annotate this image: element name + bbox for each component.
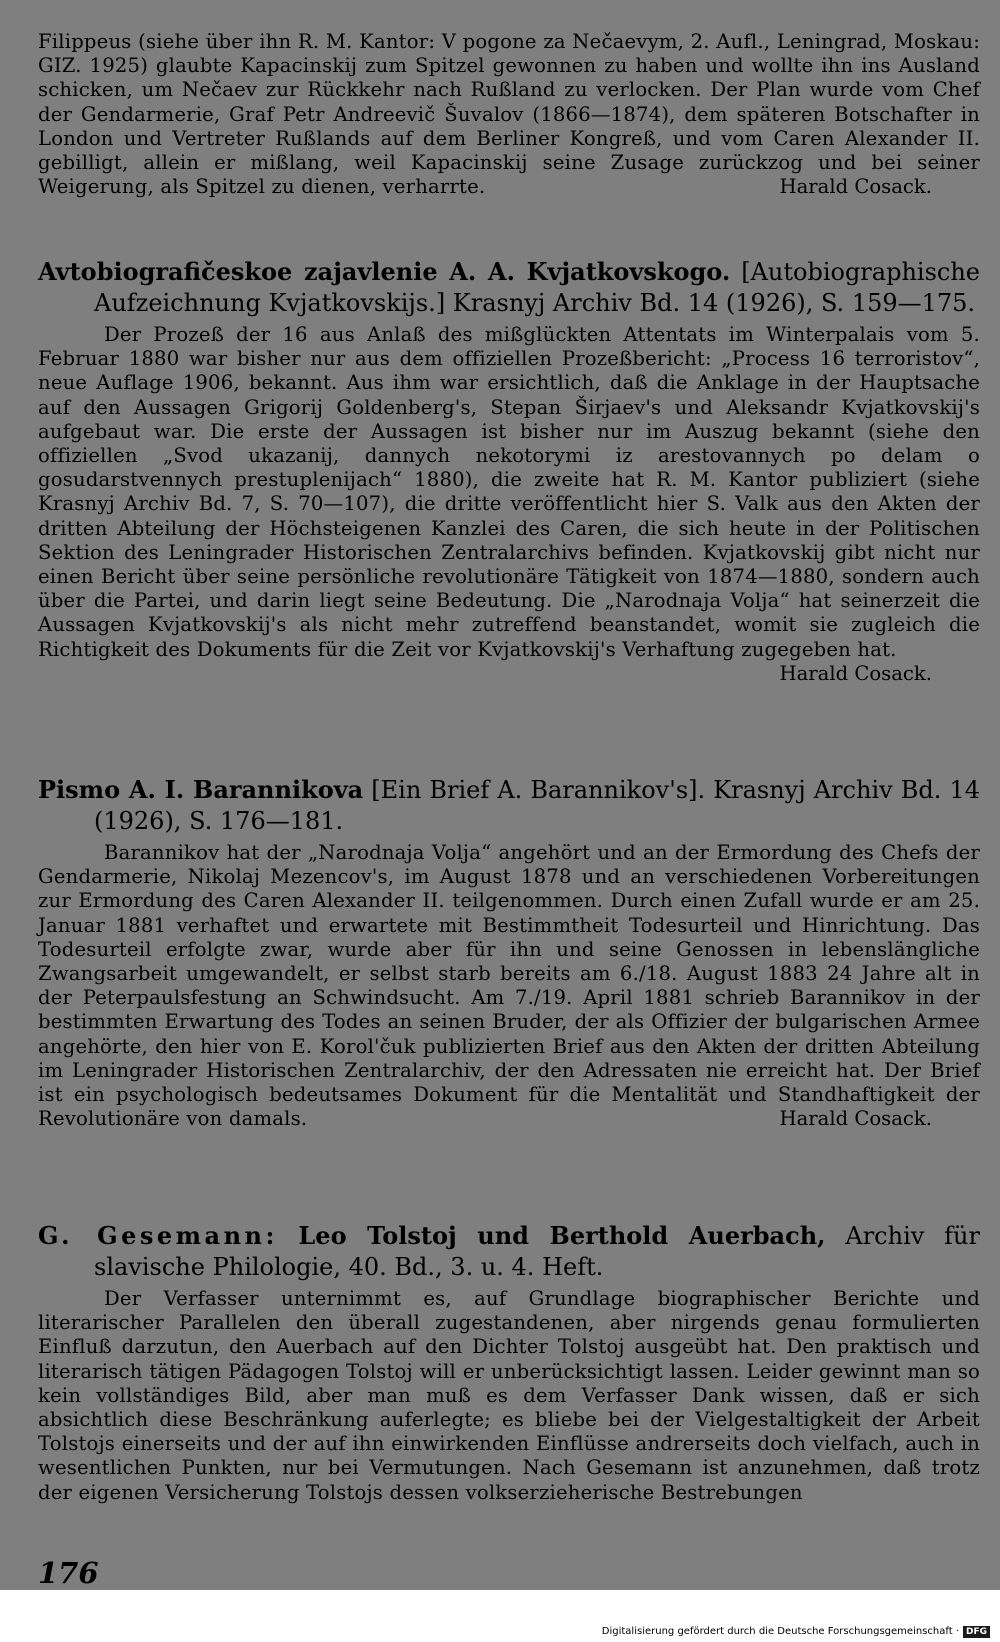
review-kvjatkovskij xyxy=(38,256,980,686)
page-number: 176 xyxy=(38,1556,99,1590)
footer-text: Digitalisierung gefördert durch die Deutsche Forschungsgemeinschaft · xyxy=(601,1626,959,1637)
review-barannikov xyxy=(38,774,980,1132)
review-2-citation: [Ein Brief A. Barannikov's]. Krasnyj Archiv Bd. 14 (1926), S. 176—181. xyxy=(94,776,980,835)
review-3-title: Leo Tolstoj und Berthold Auerbach, xyxy=(277,1221,826,1250)
review-2-body: Barannikov hat der „Narodnaja Volja“ angehört und an der Ermordung des Chefs der Gendarmerie, Nikolaj Mezencov's, im August 1878 und an verschiedenen Vorbereitungen zur Ermordung des Caren Alexander II. teilgenommen. Durch einen Zufall wurde er am 25. Januar 1881 verhaftet und erwartete mit Bestimmtheit Todesurteil und Hinrichtung. Das Todesurteil erfolgte zwar, wurde aber für ihn und seine Genossen in lebenslängliche Zwangsarbeit umgewandelt, er selbst starb bereits am 6./18. August 1883 24 Jahre alt in der Peterpaulsfestung an Schwindsucht. Am 7./19. April 1881 schrieb Barannikov in der bestimmten Erwartung des Todes an seinen Bruder, der als Offizier der bulgarischen Armee angehörte, den hier von E. Korol'čuk publizierten Brief aus den Akten der dritten Abteilung im Leningrader Historischen Zentralarchiv, der den Adressaten nie erreicht hat. Der Brief ist ein psychologisch bedeutsames Dokument für die Mentalität und Standhaftigkeit der Revolutionäre von damals. xyxy=(38,841,980,1131)
review-3-body: Der Verfasser unternimmt es, auf Grundlage biographischer Berichte und literarischer Parallelen den überall zugestandenen, aber nirgends genau formulierten Einfluß darzutun, den Auerbach auf den Dichter Tolstoj ausgeübt hat. Den praktisch und literarisch tätigen Pädagogen Tolstoj will er unberücksichtigt lassen. Leider gewinnt man so kein vollständiges Bild, aber man muß es dem Verfasser Dank wissen, daß er sich absichtlich diese Beschränkung auferlegte; es bliebe bei der Vielgestaltigkeit der Arbeit Tolstojs einerseits und der auf ihn einwirkenden Einflüsse andrerseits doch vielfach, auch in wesentlichen Punkten, nur bei Vermutungen. Nach Gesemann ist anzunehmen, daß trotz der eigenen Versicherung Tolstojs dessen volkserzieherische Bestrebungen xyxy=(38,1287,980,1504)
review-gesemann xyxy=(38,1220,980,1505)
digitization-footer xyxy=(602,1626,990,1638)
review-1-body: Der Prozeß der 16 aus Anlaß des mißglückten Attentats im Winterpalais vom 5. Februar 1880 war bisher nur aus dem offiziellen Prozeßbericht: „Process 16 terroristov“, neue Auflage 1906, bekannt. Aus ihm war ersichtlich, daß die Anklage in der Hauptsache auf den Aussagen Grigorij Goldenberg's, Stepan Širjaev's und Aleksandr Kvjatkovskij's aufgebaut war. Die erste der Aussagen ist bisher nur im Auszug bekannt (siehe den offiziellen „Svod ukazanij, dannych nekotorymi iz arestovannych po delam o gosudarstvennych prestuplenijach“ 1880), die zweite hat R. M. Kantor publiziert (siehe Krasnyj Archiv Bd. 7, S. 70—107), die dritte veröffentlicht hier S. Valk aus den Akten der dritten Abteilung der Höchsteigenen Kanzlei des Caren, die sich heute in der Politischen Sektion des Leningrader Historischen Zentralarchivs befinden. Kvjatkovskij gibt nicht nur einen Bericht über seine persönliche revolutionäre Tätigkeit von 1874—1880, sondern auch über die Partei, und darin liegt seine Bedeutung. Die „Narodnaja Volja“ hat seinerzeit die Aussagen Kvjatkovskij's als nicht mehr zutreffend beanstandet, womit sie zugleich die Richtigkeit des Dokuments für die Zeit vor Kvjatkovskij's Verhaftung zugegeben hat. xyxy=(38,323,980,661)
review-1-heading xyxy=(38,256,980,319)
review-3-author: G. Gesemann: xyxy=(38,1221,278,1250)
review-3-citation: Archiv für slavische Philologie, 40. Bd., 3. u. 4. Heft. xyxy=(94,1222,980,1281)
review-3-heading xyxy=(38,1220,980,1283)
intro-paragraph: Filippeus (siehe über ihn R. M. Kantor: V pogone za Nečaevym, 2. Aufl., Leningrad, Moskau: GIZ. 1925) glaubte Kapacinskij zum Spitzel gewonnen zu haben und wollte ihn ins Ausland schicken, um Nečaev zur Rückkehr nach Rußland zu verlocken. Der Plan wurde vom Chef der Gendarmerie, Graf Petr Andreevič Šuvalov (1866—1874), dem späteren Botschafter in London und Vertreter Rußlands auf dem Berliner Kongreß, und vom Caren Alexander II. gebilligt, allein er mißlang, weil Kapacinskij seine Zusage zurückzog und bei seiner Weigerung, als Spitzel zu dienen, verharrte. xyxy=(38,30,980,199)
review-1-citation: [Autobiographische Aufzeichnung Kvjatkovskijs.] Krasnyj Archiv Bd. 14 (1926), S. 159—175. xyxy=(94,258,980,317)
dfg-logo: DFG xyxy=(963,1626,990,1638)
review-2-heading xyxy=(38,774,980,837)
review-2-title: Pismo A. I. Barannikova xyxy=(38,775,364,804)
review-1-signature: Harald Cosack. xyxy=(779,661,932,685)
intro-section xyxy=(38,30,980,200)
review-1-title: Avtobiografičeskoe zajavlenie A. A. Kvjatkovskogo. xyxy=(38,257,731,286)
intro-signature: Harald Cosack. xyxy=(779,175,932,199)
review-2-signature: Harald Cosack. xyxy=(779,1107,932,1131)
